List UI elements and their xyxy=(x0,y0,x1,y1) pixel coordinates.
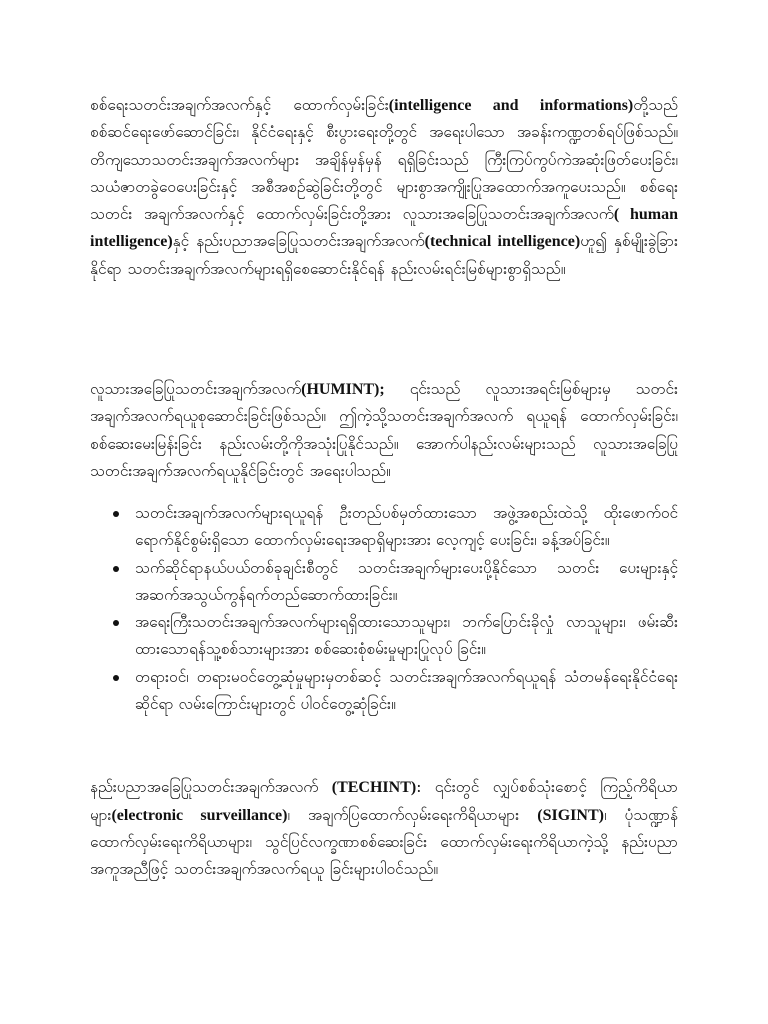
text-run: ၎င်းသည် လူသားအရင်းမြစ်များမှ သတင်းအချက်အလက်ရယူစုဆောင်းခြင်းဖြစ်သည်။ ဤကဲ့သို့သတင်းအချက်အလက် ရယူရန် ထောက်လှမ်းခြင်း၊ စစ်ဆေးမေးမြန်းခြင်း နည်းလမ်းတို့ကိုအသုံးပြုနိုင်သည်။ အောက်ပါနည်းလမ်းများသည် လူသားအခြေပြု သတင်းအချက်အလက်ရယူနိုင်ခြင်းတွင် အရေးပါသည်။ xyxy=(90,380,678,480)
term-technical-intelligence: (technical intelligence) xyxy=(424,233,581,251)
text-run: တို့သည် စစ်ဆင်ရေးဖော်ဆောင်ခြင်း၊ နိုင်ငံရေးနှင့် စီးပွားရေးတို့တွင် အရေးပါသော အခန်းကဏ္ဍတစ်ရပ်ဖြစ်သည်။ တိကျသောသတင်းအချက်အလက်များ အချိန်မှန်မှန် ရရှိခြင်းသည် ကြီးကြပ်ကွပ်ကဲအဆုံးဖြတ်ပေးခြင်း၊ သယံဇာတခွဲဝေပေးခြင်းနှင့် အစီအစဉ်ဆွဲခြင်းတို့တွင် များစွာအကျိုးပြုအထောက်အကူပေးသည်။ စစ်ရေးသတင်း အချက်အလက်နှင့် ထောက်လှမ်းခြင်းတို့အား လူသားအခြေပြုသတင်းအချက်အလက် xyxy=(90,96,678,224)
term-electronic-surveillance: (electronic surveillance) xyxy=(111,806,288,824)
text-run: : ၎င်းတွင် လျှပ်စစ်သုံးစောင့် ကြည့်ကိရိယာများ xyxy=(90,778,679,824)
list-item-text: သက်ဆိုင်ရာနယ်ပယ်တစ်ခုချင်းစီတွင် သတင်းအချက်များပေးပို့နိုင်သော သတင်း ပေးများနှင့် အဆက်အသွယ်ကွန်ရက်တည်ဆောက်ထားခြင်း။ xyxy=(135,558,678,604)
paragraph-intelligence-intro xyxy=(90,92,678,356)
text-run: ၊ ပုံသဏ္ဍာန်ထောက်လှမ်းရေးကိရိယာများ၊ သွင်ပြင်လက္ခဏာစစ်ဆေးခြင်း ထောက်လှမ်းရေးကိရိယာကဲ့သို့ နည်းပညာအကူအညီဖြင့် သတင်းအချက်အလက်ရယူ ခြင်းများပါဝင်သည်။ xyxy=(90,805,678,879)
term-techint: (TECHINT) xyxy=(331,779,417,797)
bullet-icon xyxy=(113,675,119,681)
paragraph-techint xyxy=(90,774,678,883)
text-run: ဟူ၍ နှစ်မျိုးခွဲခြားနိုင်ရာ သတင်းအချက်အလက်များရရှိစေဆောင်းနိုင်ရန် နည်းလမ်းရင်းမြစ်များစွာရှိသည်။ xyxy=(90,232,679,278)
list-item xyxy=(135,555,678,610)
list-item xyxy=(135,664,678,719)
text-run: စစ်ရေးသတင်းအချက်အလက်နှင့် ထောက်လှမ်းခြင်း xyxy=(90,96,389,114)
text-run: ၊ အချက်ပြထောက်လှမ်းရေးကိရိယာများ xyxy=(287,805,538,824)
bullet-icon xyxy=(113,566,119,572)
text-run: နှင့် နည်းပညာအခြေပြုသတင်းအချက်အလက် xyxy=(172,232,425,251)
list-item-text: တရားဝင်၊ တရားမဝင်တွေ့ဆုံမှုများမှတစ်ဆင့် သတင်းအချက်အလက်ရယူရန် သံတမန်ရေးနိုင်ငံရေးဆိုင်ရာ လမ်းကြောင်းများတွင် ပါဝင်တွေ့ဆုံခြင်း။ xyxy=(135,667,678,714)
list-item-text: အရေးကြီးသတင်းအချက်အလက်များရရှိထားသောသူများ၊ ဘက်ပြောင်းခိုလှုံ လာသူများ၊ ဖမ်းဆီးထားသောရန်သူ့စစ်သားများအား စစ်ဆေးစုံစမ်းမှုများပြုလုပ် ခြင်း။ xyxy=(135,613,678,659)
term-human-intelligence: ( human intelligence) xyxy=(90,206,678,251)
text-run: နည်းပညာအခြေပြုသတင်းအချက်အလက် xyxy=(90,778,332,797)
text-run: လူသားအခြေပြုသတင်းအချက်အလက် xyxy=(90,380,302,398)
list-item xyxy=(135,609,678,664)
term-intelligence: (intelligence and informations) xyxy=(388,97,634,114)
bullet-icon xyxy=(113,511,119,517)
bullet-icon xyxy=(113,620,119,626)
list-item xyxy=(135,500,678,555)
paragraph-humint xyxy=(90,376,678,500)
list-item-text: သတင်းအချက်အလက်များရယူရန် ဦးတည်ပစ်မှတ်ထားသော အဖွဲ့အစည်းထဲသို့ ထိုးဖောက်ဝင်ရောက်နိုင်စွမ်းရှိသော ထောက်လှမ်းရေးအရာရှိများအား လေ့ကျင့် ပေးခြင်း၊ ခန့်အပ်ခြင်း။ xyxy=(135,504,678,550)
term-sigint: (SIGINT) xyxy=(537,806,604,824)
term-humint: (HUMINT); xyxy=(301,381,385,398)
humint-methods-list xyxy=(90,500,678,718)
